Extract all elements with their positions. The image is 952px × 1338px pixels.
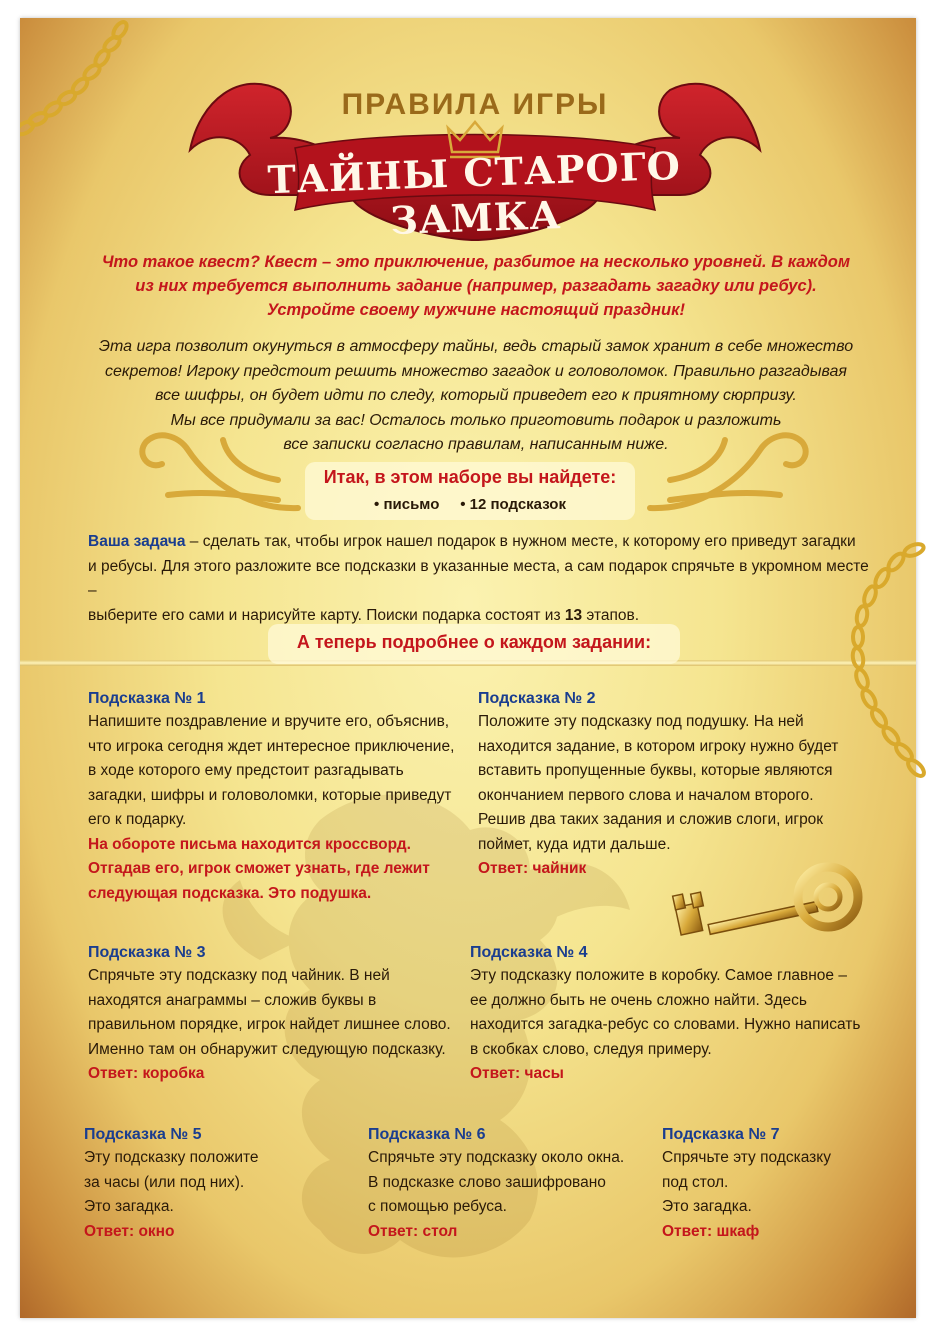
hint-answer: Ответ: шкаф	[662, 1222, 760, 1240]
intro-line: Мы все придумали за вас! Осталось только приготовить подарок и разложить	[170, 411, 782, 429]
hint-answer: На обороте письма находится кроссворд.	[88, 835, 411, 853]
hint-answer: Ответ: часы	[470, 1065, 564, 1082]
hint-line: Спрячьте эту подсказку	[662, 1149, 831, 1166]
hint-line: под стол.	[662, 1173, 729, 1191]
hint-4	[470, 944, 880, 1087]
task-line: этапов.	[582, 606, 640, 624]
intro-line: секретов! Игроку предстоит решить множество загадок и головоломок. Правильно разгадывая	[105, 362, 847, 380]
hint-3	[88, 944, 468, 1087]
task-line: и ребусы. Для этого разложите все подсказки в указанные места, а сам подарок спрячьте в укромном месте –	[88, 557, 869, 599]
hint-line: Напишите поздравление и вручите его, объяснив,	[88, 713, 450, 730]
hint-line: в ходе которого ему предстоит разгадывать	[88, 762, 404, 779]
hint-line: его к подарку.	[88, 811, 187, 828]
hint-line: загадки, шифры и головоломки, которые приведут	[88, 786, 452, 804]
swirl-ornament-icon	[128, 420, 308, 520]
task-line: – сделать так, чтобы игрок нашел подарок в нужном месте, к которому его приведут загадки	[185, 533, 856, 550]
hint-line: Это загадка.	[662, 1198, 752, 1215]
chain-icon	[20, 18, 130, 138]
intro-line: все записки согласно правилам, написанным ниже.	[283, 436, 669, 453]
hint-line: за часы (или под них).	[84, 1173, 245, 1191]
hint-title: Подсказка № 5	[84, 1126, 202, 1143]
hint-answer: Ответ: чайник	[478, 860, 587, 877]
hint-answer: Ответ: стол	[368, 1222, 458, 1240]
hint-line: находится задание, в котором игроку нужно будет	[478, 737, 839, 755]
kit-items	[305, 496, 635, 513]
intro-line: все шифры, он будет идти по следу, который приведет его к приятному сюрпризу.	[155, 387, 797, 404]
hint-title: Подсказка № 2	[478, 690, 596, 707]
intro-line: Устройте своему мужчине настоящий праздник!	[267, 301, 685, 319]
hint-5	[84, 1126, 344, 1244]
hint-answer: следующая подсказка. Это подушка.	[88, 884, 372, 902]
hint-answer: Ответ: коробка	[88, 1065, 205, 1082]
hint-line: Именно там он обнаружит следующую подсказку.	[88, 1040, 446, 1058]
task-lead: Ваша задача	[88, 533, 186, 550]
hint-1	[88, 690, 468, 906]
hint-line: Положите эту подсказку под подушку. На ней	[478, 713, 804, 730]
intro-line: Эта игра позволит окунуться в атмосферу тайны, ведь старый замок хранит в себе множество	[98, 338, 854, 355]
hint-6	[368, 1126, 658, 1244]
hint-title: Подсказка № 7	[662, 1126, 780, 1143]
intro-quest-text	[80, 250, 872, 322]
task-paragraph	[88, 530, 878, 628]
task-line: выберите его сами и нарисуйте карту. Поиски подарка состоят из	[88, 606, 565, 624]
hint-title: Подсказка № 1	[88, 690, 206, 707]
kit-title: Итак, в этом наборе вы найдете:	[323, 467, 617, 487]
hint-line: Это загадка.	[84, 1198, 174, 1215]
hint-title: Подсказка № 3	[88, 944, 206, 961]
hint-line: находятся анаграммы – сложив буквы в	[88, 991, 377, 1009]
hint-line: Эту подсказку положите в коробку. Самое главное –	[470, 967, 847, 984]
section-heading: А теперь подробнее о каждом задании:	[296, 632, 652, 652]
task-stages-count: 13	[564, 606, 583, 624]
hint-title: Подсказка № 4	[470, 944, 588, 961]
kit-item-letter: • письмо	[374, 496, 440, 513]
hint-line: Решив два таких задания и сложив слоги, игрок	[478, 811, 824, 828]
hint-line: правильном порядке, игрок найдет лишнее слово.	[88, 1016, 451, 1033]
hint-answer: Ответ: окно	[84, 1222, 175, 1240]
hint-line: находится загадка-ребус со словами. Нужно написать	[470, 1016, 861, 1033]
swirl-ornament-icon	[640, 420, 820, 520]
hint-2	[478, 690, 878, 882]
hint-answer: Отгадав его, игрок сможет узнать, где лежит	[88, 860, 430, 877]
intro-line: Что такое квест? Квест – это приключение, разбитое на несколько уровней. В каждом	[101, 253, 851, 271]
hint-7	[662, 1126, 892, 1244]
intro-line: из них требуется выполнить задание (например, разгадать загадку или ребус).	[135, 277, 817, 295]
hint-line: В подсказке слово зашифровано	[368, 1173, 606, 1191]
hint-line: Спрячьте эту подсказку под чайник. В ней	[88, 967, 390, 984]
hint-line: с помощью ребуса.	[368, 1198, 507, 1215]
banner-title: ТАЙНЫ СТАРОГО ЗАМКА	[266, 142, 682, 243]
hint-line: Эту подсказку положите	[84, 1149, 259, 1166]
hint-line: ее должно быть не очень сложно найти. Здесь	[470, 991, 808, 1009]
hint-line: что игрока сегодня ждет интересное приключение,	[88, 737, 455, 755]
hint-line: окончанием первого слова и началом второго.	[478, 786, 814, 804]
hint-title: Подсказка № 6	[368, 1126, 486, 1143]
hint-line: Спрячьте эту подсказку около окна.	[368, 1149, 625, 1166]
hint-line: в скобках слово, следуя примеру.	[470, 1040, 712, 1058]
hint-line: поймет, куда идти дальше.	[478, 835, 671, 853]
banner-subtitle: ПРАВИЛА ИГРЫ	[341, 88, 609, 121]
hint-line: вставить пропущенные буквы, которые являются	[478, 762, 833, 779]
kit-item-hints: • 12 подсказок	[460, 496, 566, 513]
